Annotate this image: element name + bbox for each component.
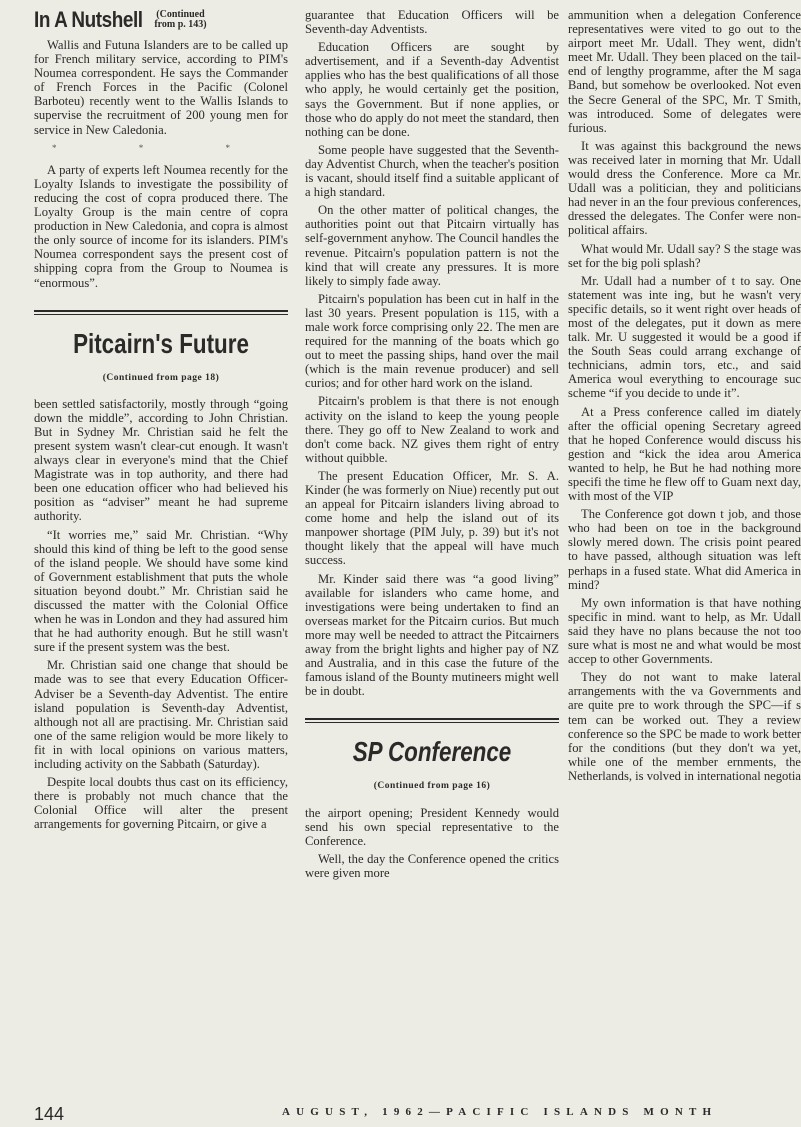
sp-conference-continued-note: (Continued from page 16) — [373, 781, 491, 792]
nutshell-header — [34, 8, 288, 32]
pitcairn-paragraph: been settled satisfactorily, mostly through “going down the middle”, according to John Christian. But in Sydney Mr. Christian said he felt the present system wasn't clear-cut enough. It wasn't always clear in everyone's mind that the Chief Magistrate was in top authority, and there had been one education officer who had believed his position as “adviser” meant he had supreme authority. — [34, 396, 288, 524]
pitcairn-paragraph: Pitcairn's population has been cut in half in the last 30 years. Present population is 115, with a male work force comprising only 22. The men are required for the manning of the boats which go out to meet the passing ships, hand over the mail (which is the main revenue producer) and sell curios; and for other hard work on the island. — [305, 291, 559, 391]
section-rule — [305, 718, 559, 723]
sp-conference-paragraph: My own information is that have nothing specific in mind. want to help, as Mr. Udall said they have no plans because the not too sure what is most ne and what would be most accep to other Governments. — [568, 595, 801, 667]
page-number: 144 — [34, 1104, 65, 1124]
sp-conference-paragraph: It was against this background the news was received later in morning that Mr. Udall would dress the Conference. More ca Mr. Udall was a politician, they and politicians had never in an the four previous conferences, dressed the delegates. The Confer were non-political affairs. — [568, 138, 801, 238]
pitcairn-paragraph: Mr. Christian said one change that should be made was to see that every Education Officer-Adviser be a Seventh-day Adventist. The entire island population is Seventh-day Adventist, although not all are practising. Mr. Christian said one of the same religion would be more likely to fit in with local opinions on various matters, including activity on the Sabbath (Saturday). — [34, 658, 288, 772]
section-rule — [34, 310, 288, 315]
pitcairn-paragraph: guarantee that Education Officers will be Seventh-day Adventists. — [305, 8, 559, 37]
sp-conference-paragraph: What would Mr. Udall say? S the stage was set for the big poli splash? — [568, 241, 801, 270]
sp-conference-title: SP Conference — [352, 736, 512, 768]
pitcairn-paragraph: Pitcairn's problem is that there is not enough activity on the island to keep the young people there. They go off to New Zealand to work and don't come back. NZ gives them right of entry without quibble. — [305, 394, 559, 465]
pitcairn-paragraph: On the other matter of political changes, the authorities point out that Pitcairn virtually has self-government anyhow. The Council handles the revenue. Pitcairn's population pattern is not the kind that will create any pressures. It is more likely to simply fade away. — [305, 203, 559, 288]
section-separator: * * * — [52, 142, 270, 153]
running-footer: AUGUST, 1962—PACIFIC ISLANDS MONTH — [282, 1106, 718, 1118]
nutshell-continued-note — [154, 10, 206, 30]
pitcairn-paragraph: Education Officers are sought by advertisement, and if a Seventh-day Adventist applies who has the best qualifications of all those who apply, he would certainly get the position, says the Government. But if none applies, or those who do apply do not meet the standard, then nothing can be done. — [305, 40, 559, 139]
nutshell-paragraph: A party of experts left Noumea recently for the Loyalty Islands to investigate the possibility of reducing the cost of copra produced there. The Loyalty Group is the main centre of copra production in New Caledonia, and copra is almost the only source of income for its islanders. PIM's Noumea correspondent says the present cost of shipping copra from the Group to Noumea is “enormous”. — [34, 162, 288, 290]
nutshell-continued-line-1: (Continued — [156, 9, 205, 20]
column-2 — [305, 8, 559, 884]
column-1 — [34, 8, 288, 836]
sp-conference-paragraph: Well, the day the Conference opened the critics were given more — [305, 851, 559, 880]
pitcairn-title: Pitcairn's Future — [73, 327, 249, 359]
pitcairn-paragraph: Some people have suggested that the Seventh-day Adventist Church, when the teacher's position is vacant, should itself find a suitable applicant of a high standard. — [305, 142, 559, 200]
nutshell-continued-line-2: from p. 143) — [154, 19, 207, 30]
pitcairn-paragraph: Despite local doubts thus cast on its efficiency, there is probably not much chance that the Colonial Office will alter the present arrangements for governing Pitcairn, or give a — [34, 775, 288, 832]
nutshell-title: In A Nutshell — [34, 7, 143, 32]
pitcairn-continued-note: (Continued from page 18) — [102, 372, 220, 383]
sp-conference-paragraph: They do not want to make lateral arrangements with the va Governments and are quite pre to work through the SPC—if s tem can be worked out. They a review conference so the SPC be made to work better for the conditions (but they don't wa yet, while one of the member ernments, the Netherlands, is volved in international negotia — [568, 670, 801, 783]
sp-conference-paragraph: The Conference got down t job, and those who had been on toe in the background slowly mered down. The crisis point peared to have passed, although situation was left perhaps in a fused state. What did America in mind? — [568, 507, 801, 592]
pitcairn-paragraph: “It worries me,” said Mr. Christian. “Why should this kind of thing be left to the good sense of the island people. We should have some kind of Government establishment that puts the whole situation beyond doubt.” Mr. Christian said he discussed the matter with the Colonial Office when he was in London and they had assured him that he had authority enough. But he still wasn't sure if the present system was the best. — [34, 527, 288, 655]
column-3 — [568, 8, 801, 787]
nutshell-paragraph: Wallis and Futuna Islanders are to be called up for French military service, according to PIM's Noumea correspondent. He says the Commander of French Forces in the Pacific (Colonel Barboteu) recently went to the Wallis Islands to supervise the recruitment of 200 young men for service in New Caledonia. — [34, 38, 288, 137]
sp-conference-paragraph: At a Press conference called im diately after the official opening Secretary agreed that he hoped Conference would discuss his gestion and “kick the idea arou America wanted to help, he But he had nothing more specifi the time he flew off to Guam next day, with most of the VIP — [568, 404, 801, 504]
sp-conference-paragraph: ammunition when a delegation Conference representatives were vited to go out to the airport meet Mr. Udall. They went, didn't meet Mr. Udall. They been placed on the tail-end of lengthy programme, after the M saga Band, but somehow be overlooked. Not even the Secre General of the SPC, Mr. T Smith, was introduced. Some of delegates were furious. — [568, 8, 801, 135]
pitcairn-paragraph: Mr. Kinder said there was “a good living” available for islanders who came home, and investigations were being undertaken to find an overseas market for the Pitcairn curios. But much more may well be needed to attract the Pitcairners away from the bright lights and higher pay of NZ and Australia, and in this case the future of the famous island of the Bounty mutineers might well be in doubt. — [305, 571, 559, 699]
pitcairn-paragraph: The present Education Officer, Mr. S. A. Kinder (he was formerly on Niue) recently put out an appeal for Pitcairn islanders living abroad to come home and help the island out of its manpower shortage (PIM July, p. 39) but it's not thought likely that the appeal will have much success. — [305, 468, 559, 568]
sp-conference-paragraph: Mr. Udall had a number of t to say. One statement was inte ing, but he wasn't very specific details, so it went right over heads of most of the delegates, put it down as mere talk. Mr. U suggested it would be a good if the South Seas could arrang exchange of technicians, admin tors, etc., and said America woul everything to encourage suc scheme “if you decide to unde it”. — [568, 273, 801, 401]
sp-conference-paragraph: the airport opening; President Kennedy would send his own special representative to the Conference. — [305, 805, 559, 848]
